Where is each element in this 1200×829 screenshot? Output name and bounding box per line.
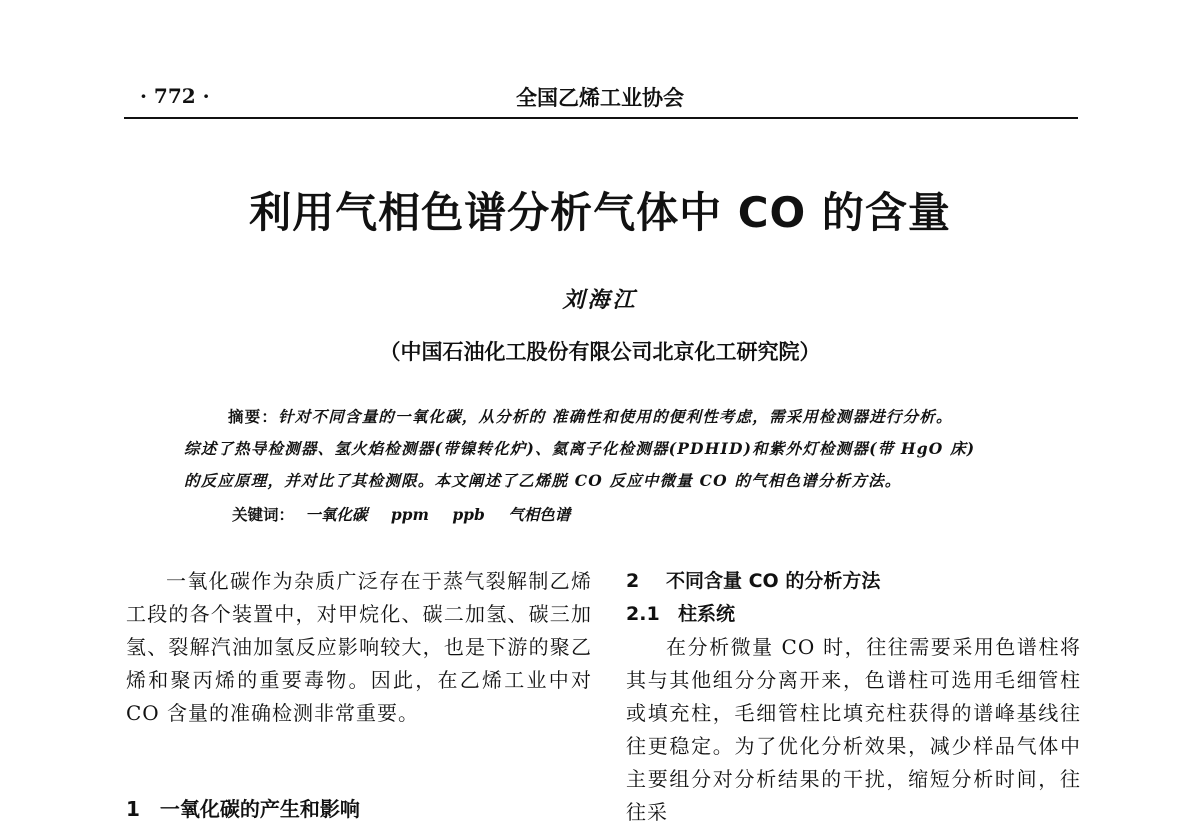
section-2-1-heading <box>626 598 1081 631</box>
keywords-label: 关键词： <box>232 505 295 524</box>
section-2-title: 不同含量 CO 的分析方法 <box>666 570 881 592</box>
abstract-label: 摘要： <box>228 407 279 426</box>
section-2-heading <box>626 565 1081 598</box>
keyword-item: ppb <box>452 505 485 524</box>
abstract-line-3: 的反应原理，并对比了其检测限。本文阐述了乙烯脱 CO 反应中微量 CO 的气相色谱分析方法。 <box>184 471 902 490</box>
section-2-1-number: 2.1 <box>626 603 660 625</box>
section-2-number: 2 <box>626 570 640 592</box>
section-2-1-title: 柱系统 <box>678 603 736 625</box>
running-title: 全国乙烯工业协会 <box>516 85 684 110</box>
header-rule <box>124 117 1078 119</box>
keyword-item: ppm <box>390 505 429 524</box>
keyword-item: 气相色谱 <box>508 505 571 524</box>
abstract-line-1 <box>228 405 953 427</box>
abstract-text-1: 针对不同含量的一氧化碳，从分析的 准确性和使用的便利性考虑，需采用检测器进行分析。 <box>278 407 953 426</box>
keywords-line <box>232 503 588 525</box>
left-column <box>126 565 592 730</box>
article-title: 利用气相色谱分析气体中 CO 的含量 <box>249 188 951 237</box>
intro-paragraph: 一氧化碳作为杂质广泛存在于蒸气裂解制乙烯工段的各个装置中，对甲烷化、碳二加氢、碳三加氢、裂解汽油加氢反应影响较大，也是下游的聚乙烯和聚丙烯的重要毒物。因此，在乙烯工业中对 CO 含量的准确检测非常重要。 <box>126 569 592 725</box>
keyword-item: 一氧化碳 <box>305 505 368 524</box>
right-column <box>626 565 1081 829</box>
author-affiliation: （中国石油化工股份有限公司北京化工研究院） <box>379 339 821 364</box>
abstract-line-2: 综述了热导检测器、氢火焰检测器(带镍转化炉)、氦离子化检测器(PDHID)和紫外灯检测器(带 HgO 床) <box>184 439 976 458</box>
author-name: 刘海江 <box>562 287 638 313</box>
page-number: · 772 · <box>140 84 210 108</box>
section-1-heading: 1 一氧化碳的产生和影响 <box>126 797 360 821</box>
column-system-paragraph: 在分析微量 CO 时，往往需要采用色谱柱将其与其他组分分离开来，色谱柱可选用毛细管柱或填充柱，毛细管柱比填充柱获得的谱峰基线往往更稳定。为了优化分析效果，减少样品气体中主要组分对分析结果的干扰，缩短分析时间，往往采 <box>626 635 1081 824</box>
